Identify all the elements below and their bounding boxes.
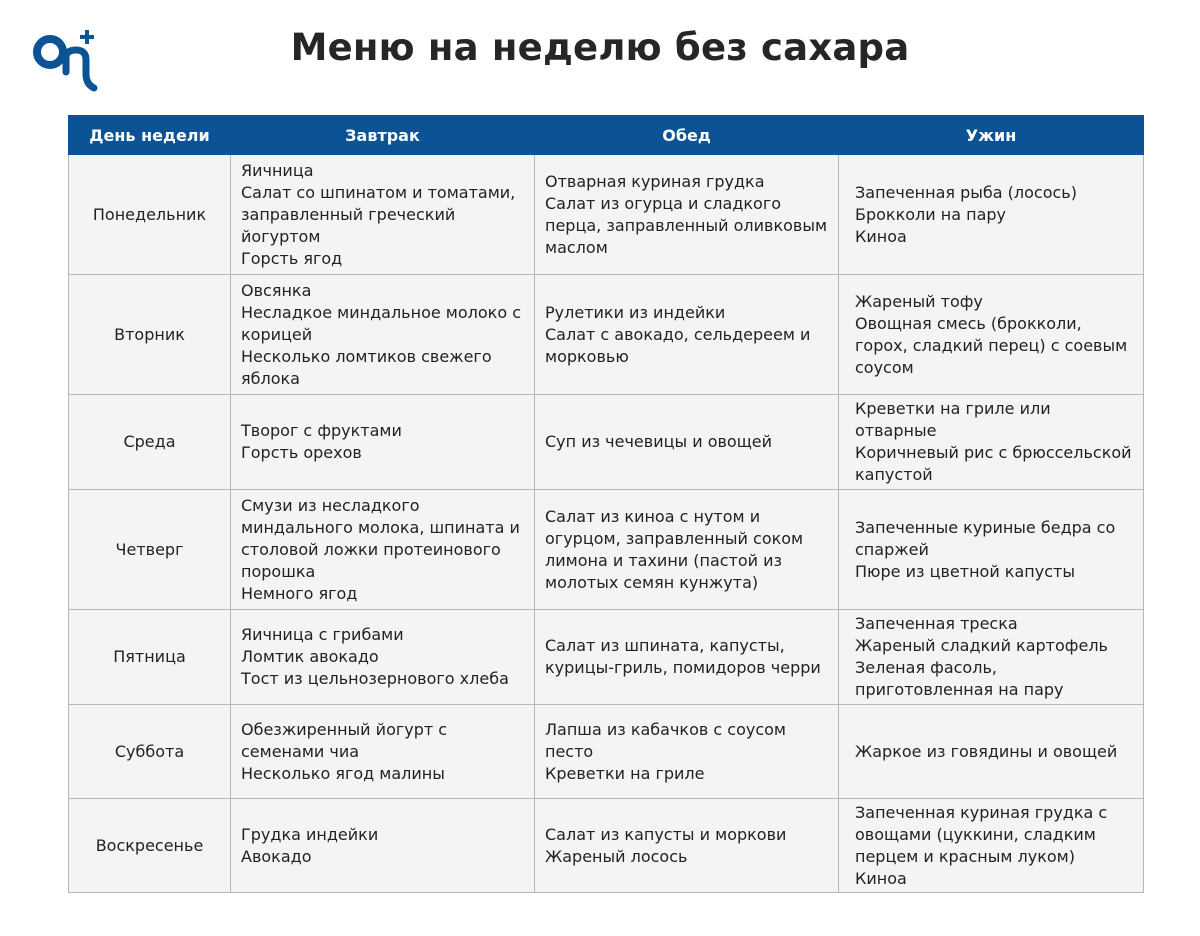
meal-item: Брокколи на пару — [855, 204, 1006, 224]
meal-item: Тост из цельнозернового хлеба — [241, 669, 509, 688]
day-cell: Воскресенье — [69, 799, 231, 893]
lunch-cell — [535, 395, 839, 490]
lunch-cell — [535, 490, 839, 610]
table-row — [69, 275, 1144, 395]
table-row — [69, 799, 1144, 893]
table-row — [69, 395, 1144, 490]
breakfast-cell — [231, 610, 535, 705]
breakfast-cell — [231, 155, 535, 275]
meal-item: Жареный сладкий картофель — [855, 636, 1108, 655]
meal-item: Авокадо — [241, 846, 312, 866]
meal-item: Яичница — [241, 160, 314, 180]
table-row — [69, 155, 1144, 275]
meal-item: Салат из огурца и сладкого перца, заправленный оливковым маслом — [545, 193, 833, 257]
lunch-cell — [535, 705, 839, 799]
dinner-cell — [839, 799, 1144, 893]
column-header-lunch: Обед — [535, 116, 839, 155]
meal-item: Несколько ломтиков свежего яблока — [241, 346, 497, 388]
meal-item: Жареный лосось — [545, 846, 688, 866]
meal-item: Ломтик авокадо — [241, 647, 379, 666]
day-cell: Пятница — [69, 610, 231, 705]
meal-item: Жареный тофу — [855, 291, 983, 311]
dinner-cell — [839, 610, 1144, 705]
table-row — [69, 490, 1144, 610]
meal-item: Салат из капусты и моркови — [545, 824, 787, 844]
meal-item: Креветки на гриле или отварные — [855, 399, 1056, 440]
meal-item: Горсть ягод — [241, 248, 343, 268]
dinner-cell — [839, 395, 1144, 490]
table-header-row — [69, 116, 1144, 155]
day-cell: Вторник — [69, 275, 231, 395]
meal-item: Лапша из кабачков с соусом песто — [545, 719, 792, 761]
meal-item: Рулетики из индейки — [545, 302, 726, 322]
meal-item: Овсянка — [241, 280, 312, 300]
meal-item: Яичница с грибами — [241, 625, 404, 644]
dinner-cell — [839, 275, 1144, 395]
meal-item: Запеченная куриная грудка с овощами (цуккини, сладким перцем и красным луком) — [855, 802, 1113, 866]
meal-item: Запеченная треска — [855, 614, 1018, 633]
day-cell: Суббота — [69, 705, 231, 799]
page-title: Меню на неделю без сахара — [290, 26, 910, 69]
table-row — [69, 610, 1144, 705]
breakfast-cell — [231, 705, 535, 799]
meal-item: Грудка индейки — [241, 824, 379, 844]
meal-item: Зеленая фасоль, приготовленная на пару — [855, 658, 1064, 699]
meal-item: Творог с фруктами — [241, 421, 402, 440]
meal-item: Запеченная рыба (лосось) — [855, 182, 1077, 202]
meal-item: Креветки на гриле — [545, 763, 705, 783]
meal-item: Отварная куриная грудка — [545, 171, 765, 191]
column-header-breakfast: Завтрак — [231, 116, 535, 155]
meal-item: Пюре из цветной капусты — [855, 561, 1075, 581]
day-cell: Среда — [69, 395, 231, 490]
meal-item: Жаркое из говядины и овощей — [855, 741, 1118, 761]
lunch-cell — [535, 155, 839, 275]
table-row — [69, 705, 1144, 799]
meal-item: Киноа — [855, 868, 907, 888]
meal-item: Коричневый рис с брюссельской капустой — [855, 443, 1137, 484]
lunch-cell — [535, 610, 839, 705]
dinner-cell — [839, 490, 1144, 610]
meal-item: Киноа — [855, 226, 907, 246]
meal-item: Запеченные куриные бедра со спаржей — [855, 517, 1121, 559]
meal-item: Салат из киноа с нутом и огурцом, заправленный соком лимона и тахини (пастой из молотых семян кунжута) — [545, 506, 809, 592]
meal-item: Горсть орехов — [241, 443, 362, 462]
meal-item: Несладкое миндальное молоко с корицей — [241, 302, 527, 344]
dinner-cell — [839, 705, 1144, 799]
breakfast-cell — [231, 799, 535, 893]
meal-item: Салат из шпината, капусты, курицы-гриль, помидоров черри — [545, 636, 821, 677]
weekly-menu-table — [68, 115, 1144, 893]
meal-item: Немного ягод — [241, 583, 358, 603]
meal-item: Суп из чечевицы и овощей — [545, 432, 773, 451]
meal-item: Смузи из несладкого миндального молока, шпината и столовой ложки протеинового порошка — [241, 495, 525, 581]
meal-item: Салат со шпинатом и томатами, заправленный греческий йогуртом — [241, 182, 521, 246]
dinner-cell — [839, 155, 1144, 275]
breakfast-cell — [231, 395, 535, 490]
day-cell: Четверг — [69, 490, 231, 610]
column-header-dinner: Ужин — [839, 116, 1144, 155]
lunch-cell — [535, 275, 839, 395]
column-header-day: День недели — [69, 116, 231, 155]
breakfast-cell — [231, 275, 535, 395]
lunch-cell — [535, 799, 839, 893]
breakfast-cell — [231, 490, 535, 610]
day-cell: Понедельник — [69, 155, 231, 275]
meal-item: Овощная смесь (брокколи, горох, сладкий перец) с соевым соусом — [855, 313, 1133, 377]
meal-item: Салат с авокадо, сельдереем и морковью — [545, 324, 816, 366]
meal-item: Обезжиренный йогурт с семенами чиа — [241, 719, 453, 761]
meal-item: Несколько ягод малины — [241, 763, 445, 783]
